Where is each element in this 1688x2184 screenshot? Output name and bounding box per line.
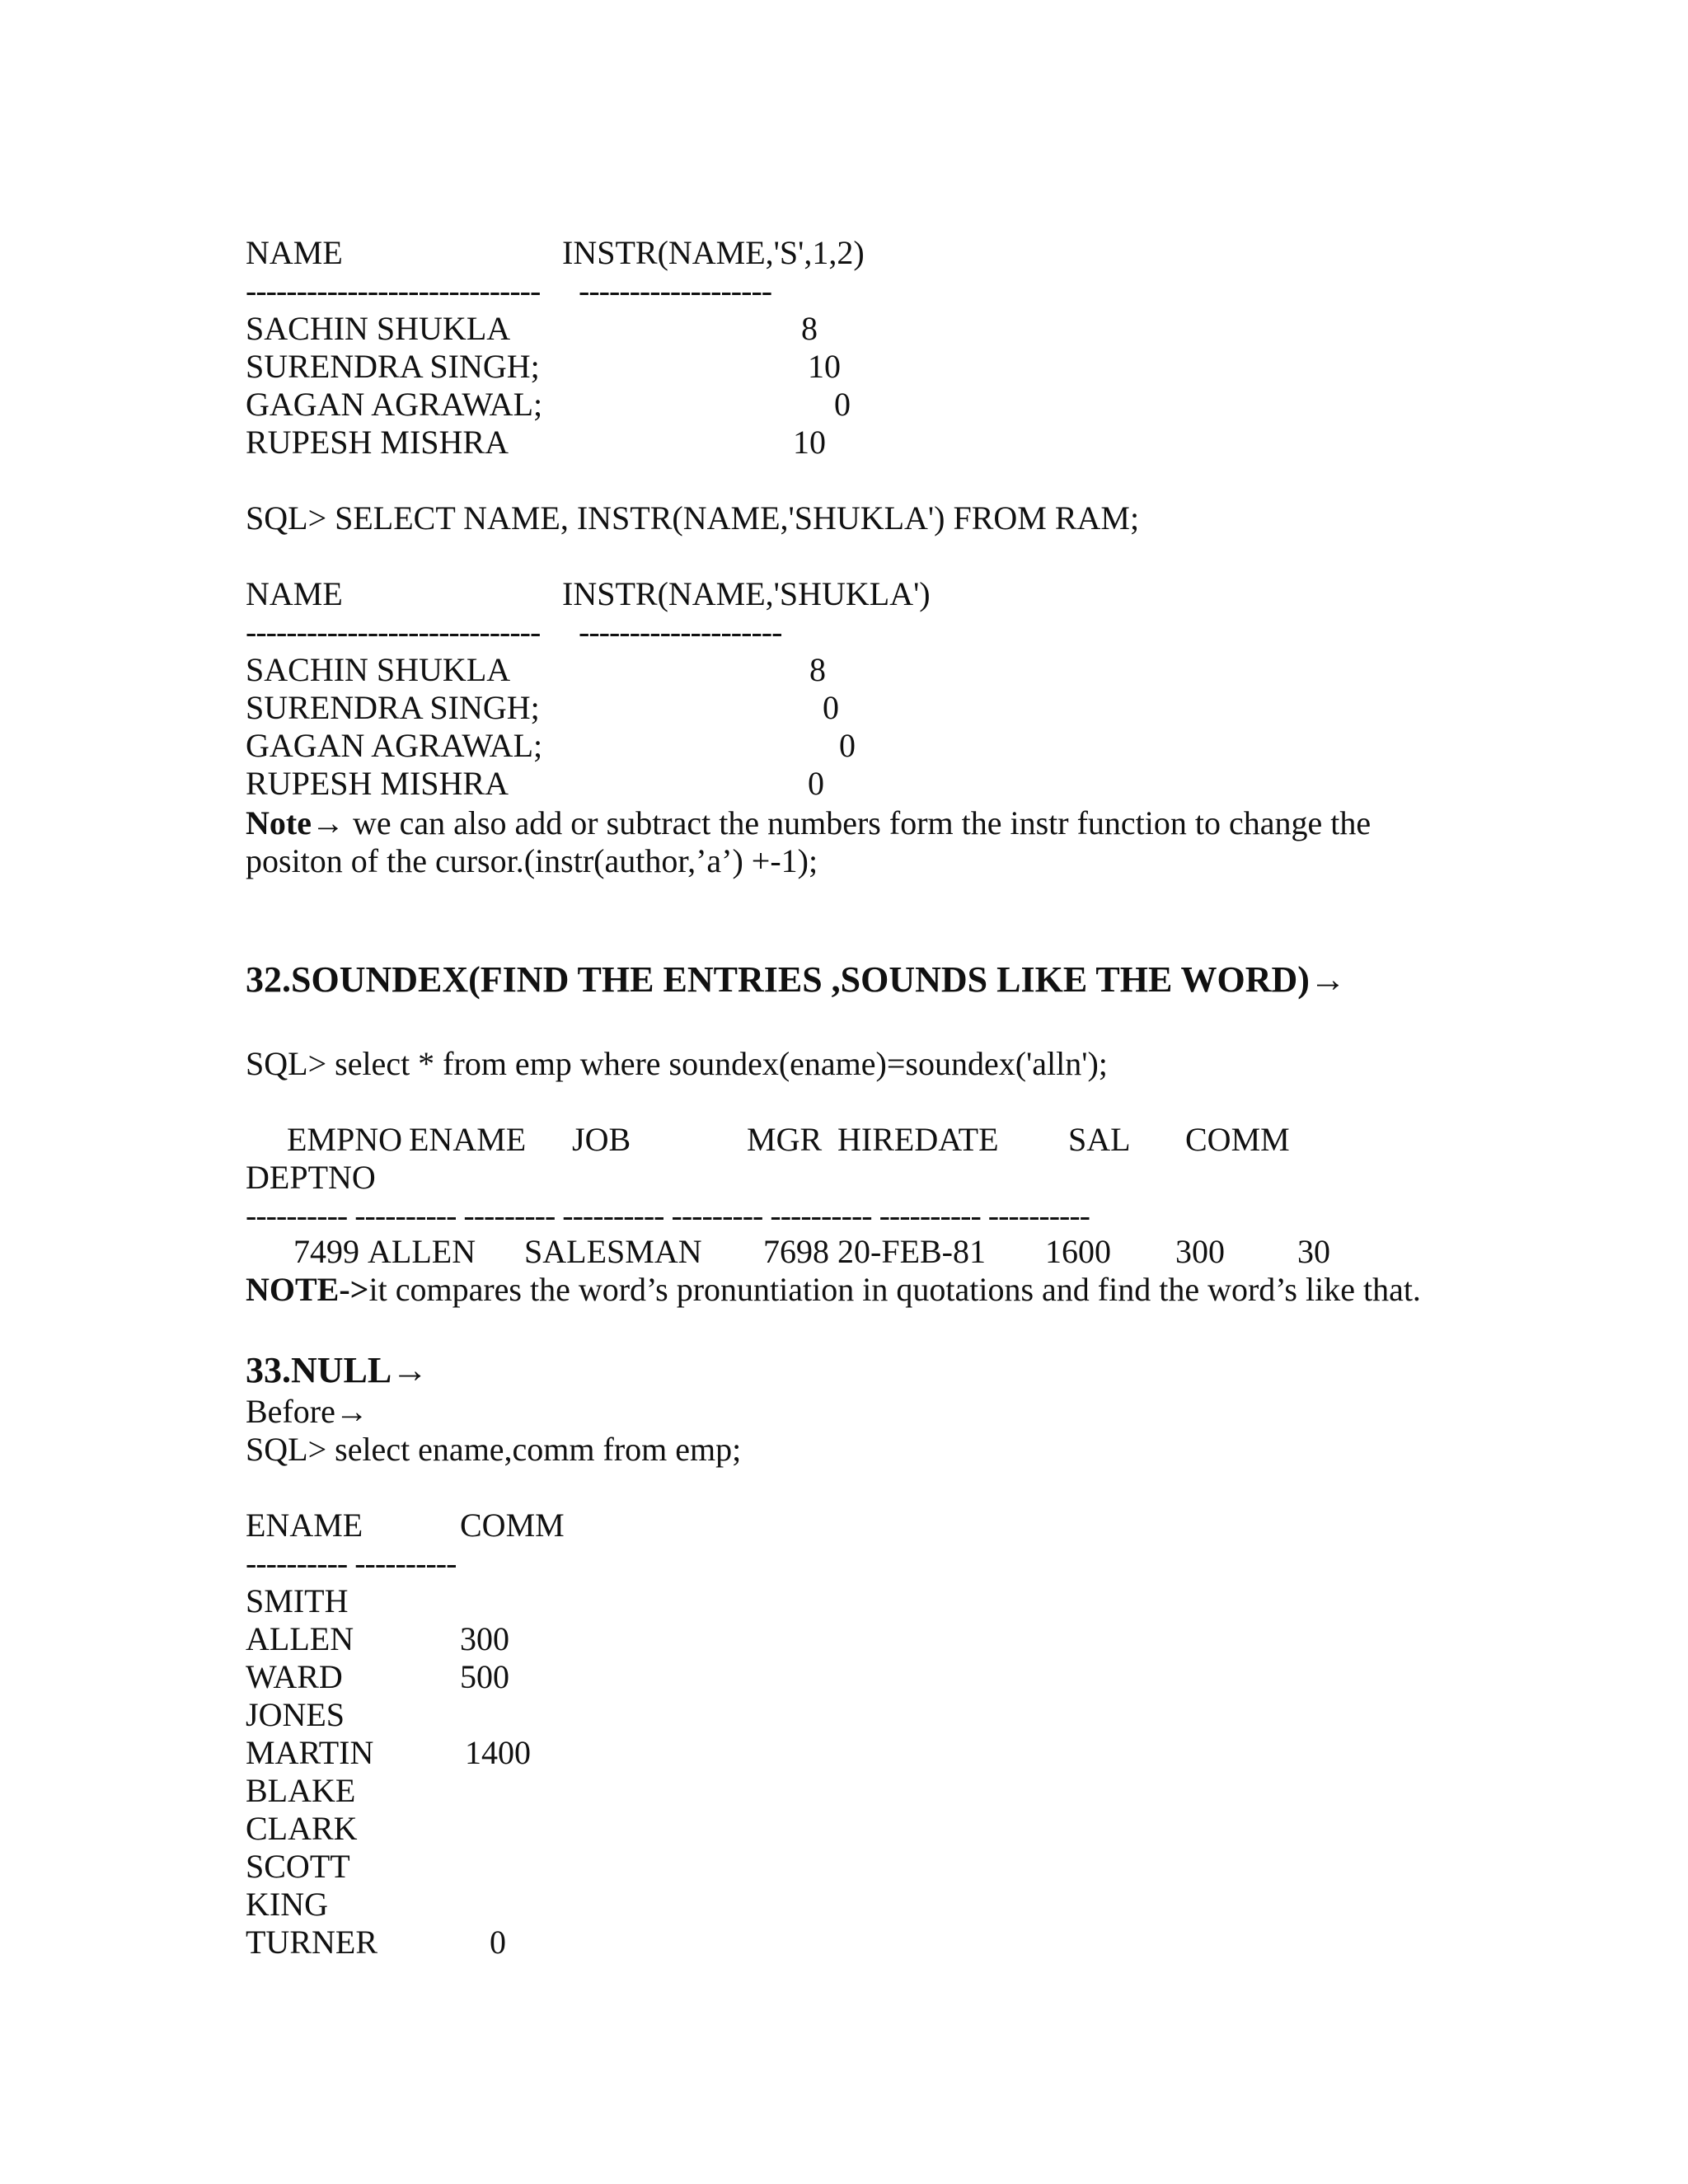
t1-dash-left: ----------------------------- <box>246 272 541 309</box>
t1-row-value: 8 <box>801 310 818 347</box>
emp-row-empno: 7499 <box>293 1233 359 1270</box>
query-instr-shukla: SQL> SELECT NAME, INSTR(NAME,'SHUKLA') FROM RAM; <box>246 499 1140 537</box>
emp-header-ename: ENAME <box>409 1121 527 1158</box>
null-dashes: ---------- ---------- <box>246 1544 457 1582</box>
emp-dashes: ---------- ---------- --------- ---------- --------- ---------- ---------- ---------- <box>246 1197 1090 1234</box>
null-row-ename: WARD <box>246 1658 343 1695</box>
note-instr-line1 <box>246 804 1371 842</box>
t1-dash-right: ------------------- <box>579 272 772 309</box>
t2-header-instr: INSTR(NAME,'SHUKLA') <box>562 575 931 612</box>
emp-row-comm: 300 <box>1175 1233 1225 1270</box>
emp-row-hiredate: 20-FEB-81 <box>837 1233 986 1270</box>
note-soundex-label: NOTE-> <box>246 1271 369 1308</box>
note-soundex-text: it compares the word’s pronuntiation in quotations and find the word’s like that. <box>368 1271 1421 1308</box>
null-row-ename: KING <box>246 1886 328 1923</box>
emp-header-mgr: MGR <box>747 1121 823 1158</box>
emp-row-ename: ALLEN <box>368 1233 476 1270</box>
t2-header-name: NAME <box>246 575 343 612</box>
null-row-ename: MARTIN <box>246 1734 374 1771</box>
t1-header-instr: INSTR(NAME,'S',1,2) <box>562 234 865 271</box>
t2-dash-left: ----------------------------- <box>246 613 541 650</box>
t2-row-name: SACHIN SHUKLA <box>246 651 511 688</box>
emp-header-sal: SAL <box>1068 1121 1131 1158</box>
emp-header-empno: EMPNO <box>287 1121 403 1158</box>
t1-row-name: GAGAN AGRAWAL; <box>246 386 543 423</box>
t2-row-name: GAGAN AGRAWAL; <box>246 727 543 764</box>
null-row-comm: 500 <box>460 1658 509 1695</box>
section-33-query: SQL> select ename,comm from emp; <box>246 1431 742 1468</box>
note-instr-line2: positon of the cursor.(instr(author,’a’) +-1); <box>246 842 818 879</box>
null-row-ename: BLAKE <box>246 1772 356 1809</box>
t1-row-value: 10 <box>793 424 826 461</box>
t2-row-name: RUPESH MISHRA <box>246 765 509 802</box>
emp-header-job: JOB <box>572 1121 631 1158</box>
section-33-heading: 33.NULL→ <box>246 1350 429 1390</box>
t2-row-value: 8 <box>809 651 826 688</box>
null-row-ename: ALLEN <box>246 1620 354 1657</box>
note-label: Note→ <box>246 804 345 841</box>
null-row-ename: TURNER <box>246 1924 377 1961</box>
null-row-comm: 300 <box>460 1620 509 1657</box>
null-row-ename: CLARK <box>246 1810 358 1847</box>
t1-header-name: NAME <box>246 234 343 271</box>
null-row-comm: 0 <box>490 1924 506 1961</box>
t1-row-name: RUPESH MISHRA <box>246 424 509 461</box>
null-row-comm: 1400 <box>465 1734 531 1771</box>
t2-row-value: 0 <box>839 727 856 764</box>
t1-row-name: SACHIN SHUKLA <box>246 310 511 347</box>
emp-header-deptno: DEPTNO <box>246 1159 376 1196</box>
null-row-ename: JONES <box>246 1696 345 1733</box>
t2-row-name: SURENDRA SINGH; <box>246 689 540 726</box>
section-32-heading: 32.SOUNDEX(FIND THE ENTRIES ,SOUNDS LIKE THE WORD)→ <box>246 959 1346 1000</box>
section-32-query: SQL> select * from emp where soundex(ename)=soundex('alln'); <box>246 1045 1108 1082</box>
t1-row-value: 0 <box>834 386 851 423</box>
t2-dash-right: -------------------- <box>579 613 782 650</box>
t2-row-value: 0 <box>823 689 839 726</box>
null-row-ename: SMITH <box>246 1582 349 1619</box>
t2-row-value: 0 <box>808 765 824 802</box>
t1-row-name: SURENDRA SINGH; <box>246 348 540 385</box>
note-soundex <box>246 1271 1421 1309</box>
emp-row-deptno: 30 <box>1297 1233 1330 1270</box>
t1-row-value: 10 <box>808 348 841 385</box>
null-header-ename: ENAME <box>246 1507 363 1544</box>
emp-row-job: SALESMAN <box>524 1233 702 1270</box>
emp-header-hiredate: HIREDATE <box>837 1121 999 1158</box>
emp-header-comm: COMM <box>1185 1121 1290 1158</box>
section-33-before: Before→ <box>246 1393 368 1430</box>
emp-row-sal: 1600 <box>1045 1233 1111 1270</box>
note-text: we can also add or subtract the numbers form the instr function to change the <box>344 804 1372 841</box>
null-row-ename: SCOTT <box>246 1848 350 1885</box>
emp-row-mgr: 7698 <box>763 1233 829 1270</box>
null-header-comm: COMM <box>460 1507 565 1544</box>
